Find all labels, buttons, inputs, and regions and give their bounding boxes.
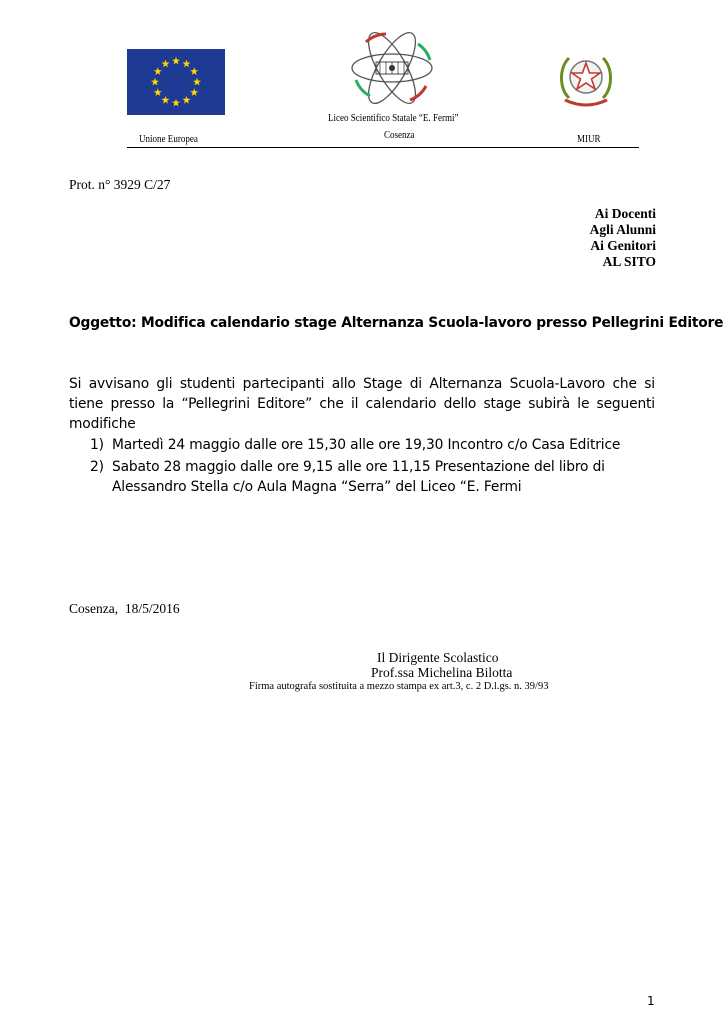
- page-number: 1: [647, 994, 655, 1008]
- italian-republic-emblem-icon: [555, 48, 617, 110]
- eu-flag-icon: [127, 49, 225, 115]
- recipients-block: [590, 206, 656, 270]
- school-logo-icon: [346, 30, 438, 110]
- signature-title: Il Dirigente Scolastico: [377, 650, 499, 665]
- protocol-number: Prot. n° 3929 C/27: [69, 177, 171, 192]
- subject-line: Oggetto: Modifica calendario stage Alternanza Scuola-lavoro presso Pellegrini Editore: [69, 315, 724, 331]
- school-name: Liceo Scientifico Statale “E. Fermi”: [328, 112, 459, 124]
- header-divider: [127, 147, 639, 148]
- place-date: Cosenza, 18/5/2016: [69, 601, 180, 616]
- eu-label: Unione Europea: [139, 133, 198, 145]
- recipient: Ai Genitori: [590, 238, 656, 253]
- recipient: Agli Alunni: [589, 222, 656, 237]
- list-item-number: 1): [90, 437, 104, 453]
- recipient: Ai Docenti: [594, 206, 656, 221]
- list-item-text: Martedì 24 maggio dalle ore 15,30 alle ore 19,30 Incontro c/o Casa Editrice: [112, 437, 621, 453]
- signature-note: Firma autografa sostituita a mezzo stampa ex art.3, c. 2 D.l.gs. n. 39/93: [249, 681, 549, 692]
- body-paragraph: Si avvisano gli studenti partecipanti allo Stage di Alternanza Scuola-Lavoro che si tiene presso la “Pellegrini Editore” che il calendario dello stage subirà le seguenti modifiche: [69, 376, 655, 432]
- signature-name: Prof.ssa Michelina Bilotta: [371, 665, 513, 680]
- list-item-text: Sabato 28 maggio dalle ore 9,15 alle ore 11,15 Presentazione del libro di Alessandro Stella c/o Aula Magna “Serra” del Liceo “E. Fermi: [112, 459, 605, 495]
- miur-label: MIUR: [577, 133, 601, 145]
- list-item-number: 2): [90, 459, 104, 475]
- recipient: AL SITO: [602, 254, 656, 269]
- school-city: Cosenza: [384, 129, 415, 141]
